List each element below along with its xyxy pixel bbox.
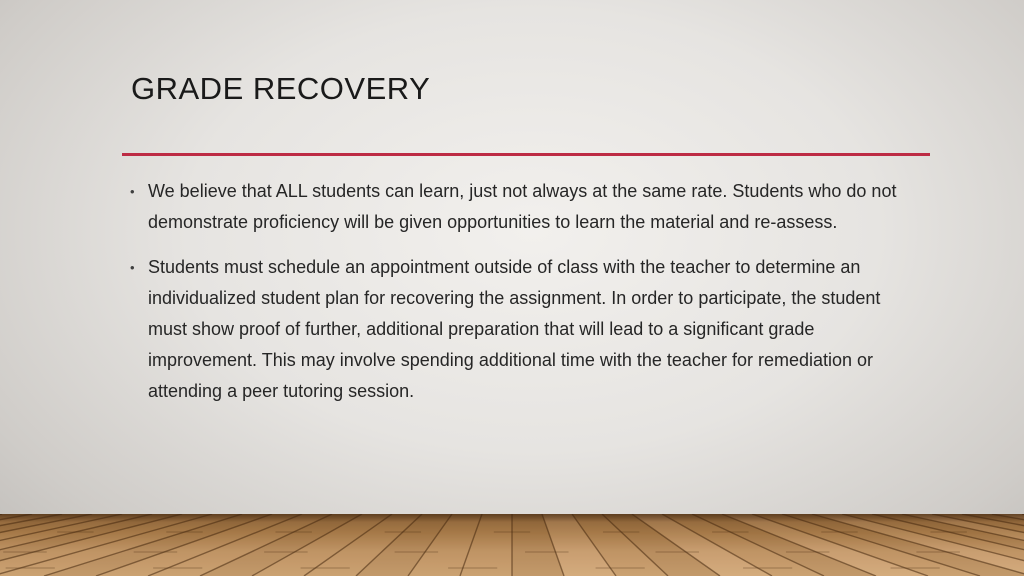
bullet-text: We believe that ALL students can learn, just not always at the same rate. Students who do not demonstrate proficiency will be given opportunities to learn the material and re-assess.	[148, 181, 897, 232]
bullet-item	[130, 252, 920, 407]
title-divider	[122, 153, 930, 156]
bullet-dot-icon: •	[130, 260, 135, 275]
bullet-dot-icon: •	[130, 184, 135, 199]
bullet-text: Students must schedule an appointment outside of class with the teacher to determine an individualized student plan for recovering the assignment. In order to participate, the student must show proof of further, additional preparation that will lead to a significant grade improvement. This may involve spending additional time with the teacher for remediation or attending a peer tutoring session.	[148, 257, 881, 401]
slide-title: GRADE RECOVERY	[131, 71, 431, 106]
wood-floor	[0, 514, 1024, 576]
wood-floor-planks	[0, 514, 1024, 576]
bullet-item	[130, 176, 920, 238]
floor-shadow	[0, 514, 1024, 522]
bullet-list	[130, 176, 920, 421]
